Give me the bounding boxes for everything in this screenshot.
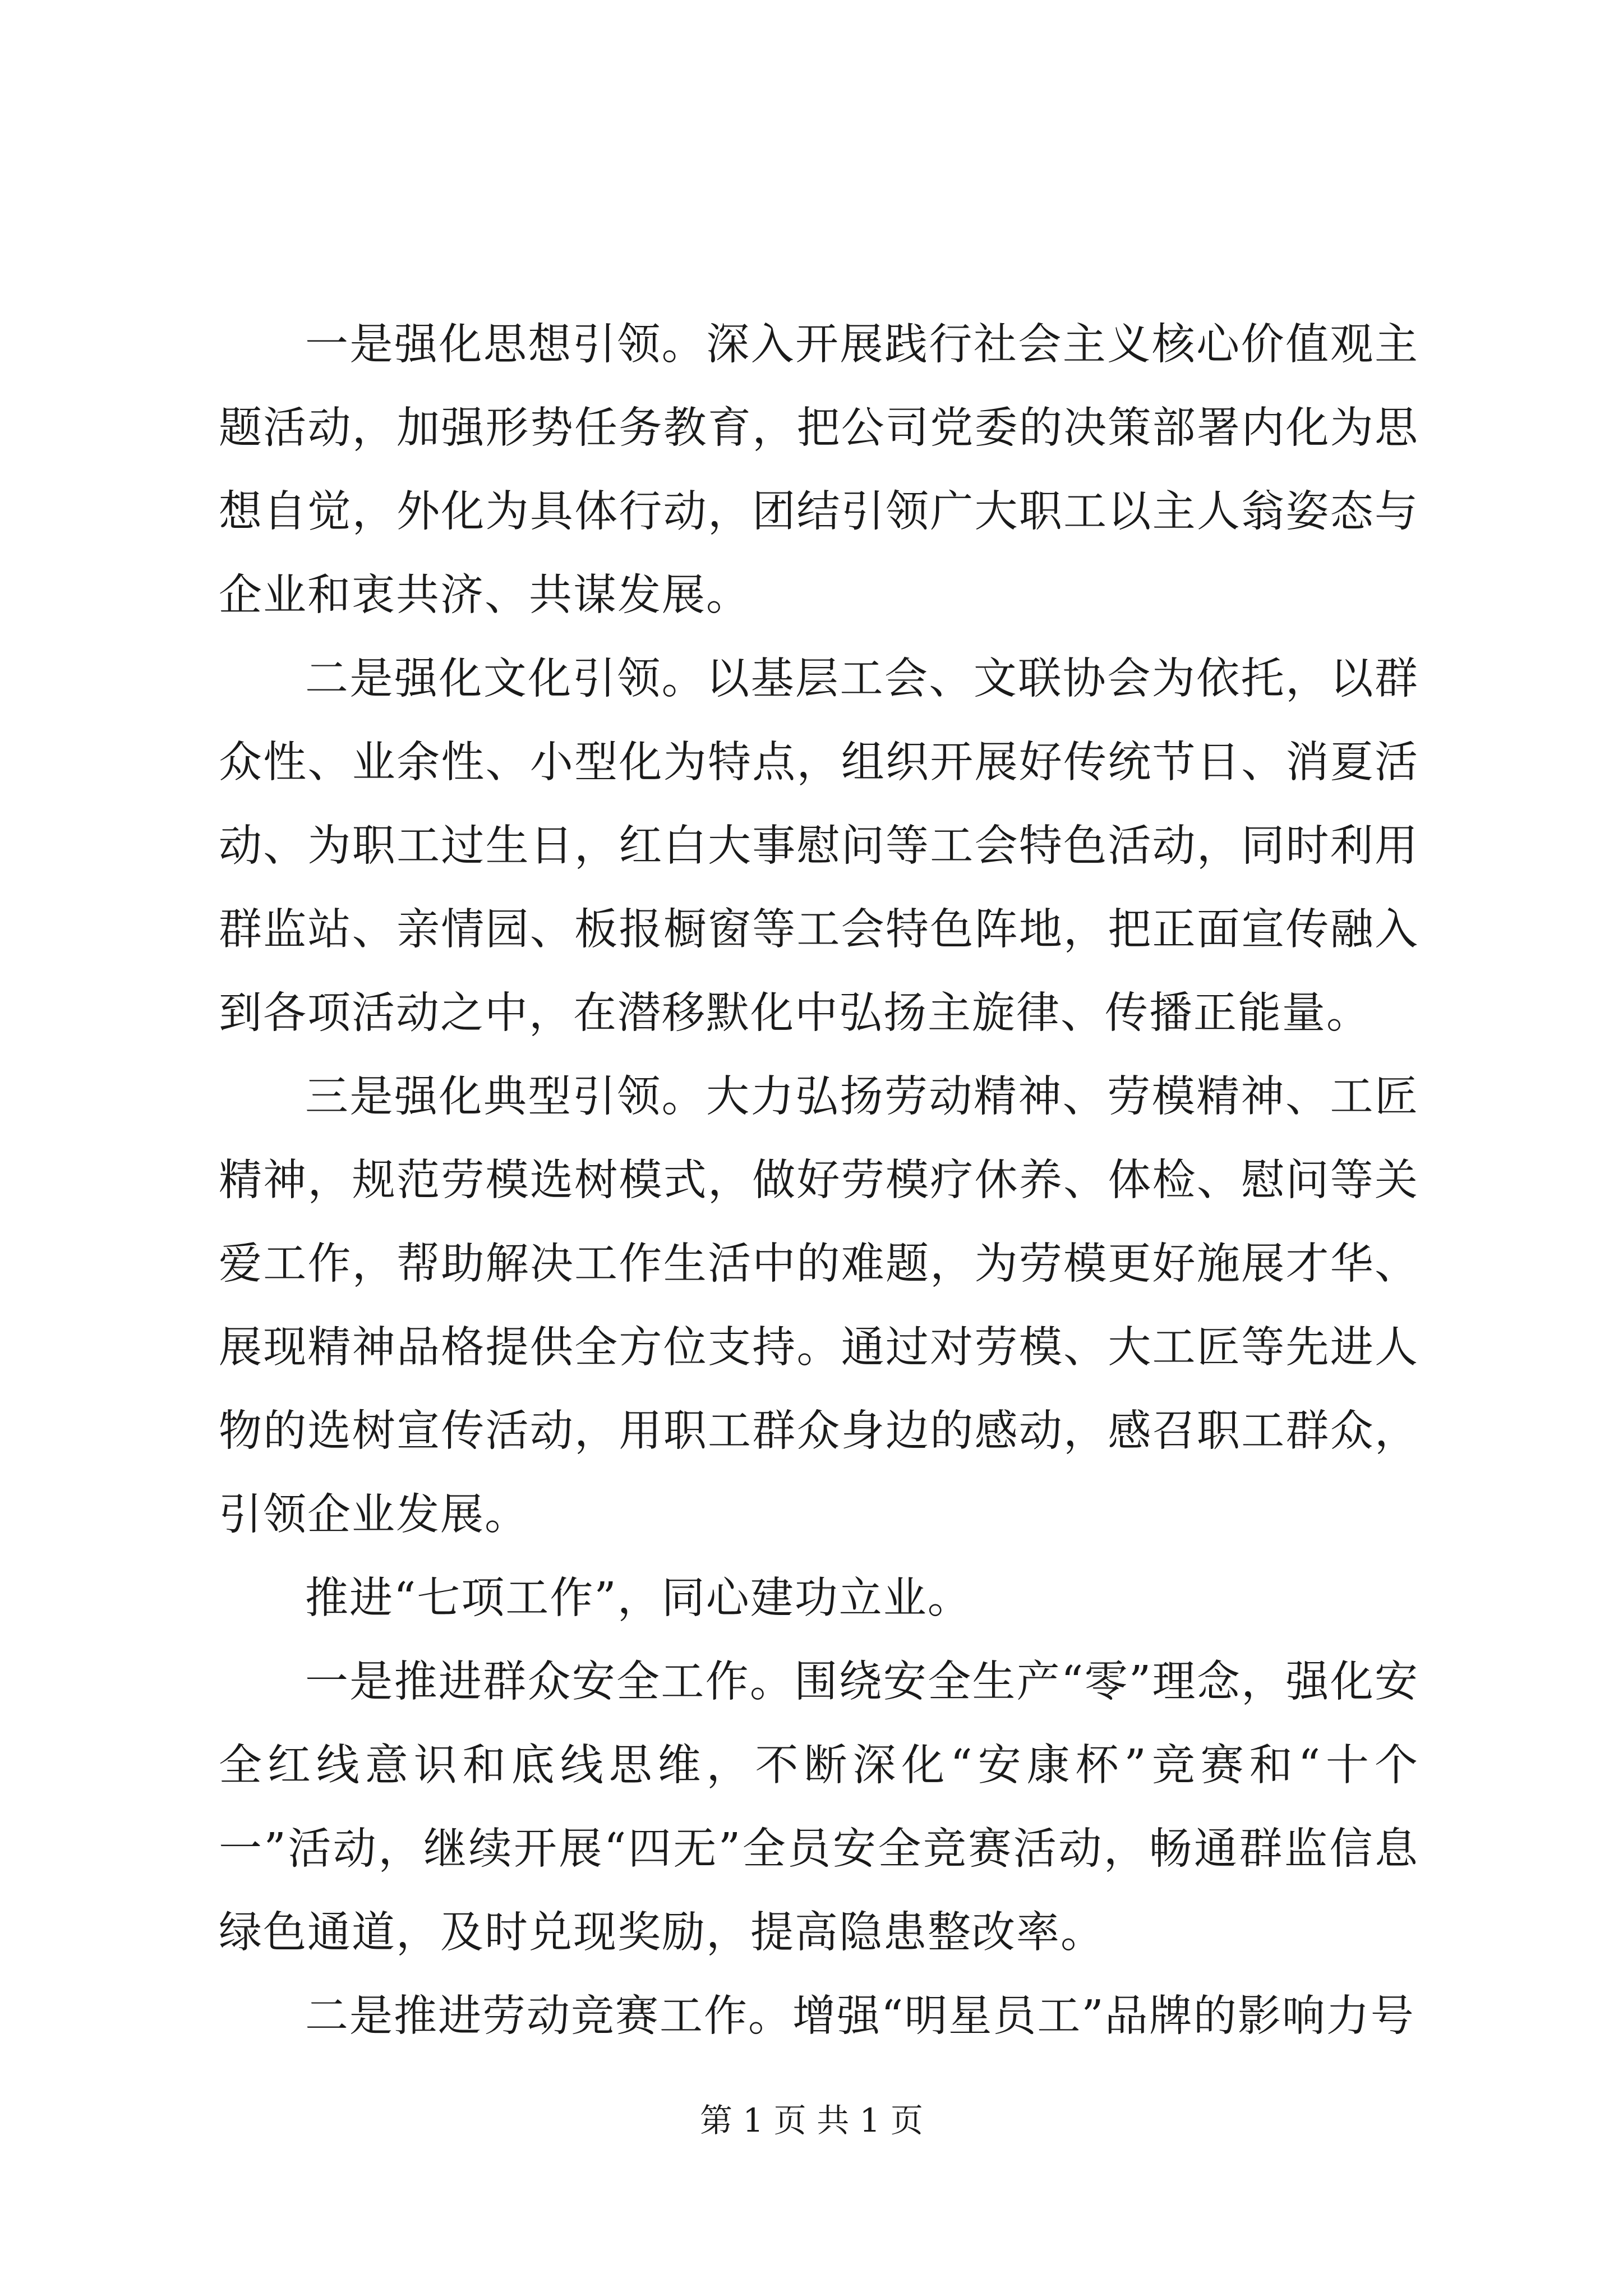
- paragraph-ideological-guidance: 一是强化思想引领。深入开展践行社会主义核心价值观主题活动，加强形势任务教育，把公司党委的决策部署内化为思想自觉，外化为具体行动，团结引领广大职工以主人翁姿态与企业和衷共济、共谋发展。: [219, 320, 1419, 620]
- paragraph-seven-tasks-heading: 推进“七项工作”，同心建功立业。: [305, 1573, 972, 1623]
- paragraph-cultural-guidance: 二是强化文化引领。以基层工会、文联协会为依托，以群众性、业余性、小型化为特点，组织开展好传统节日、消夏活动、为职工过生日，红白大事慰问等工会特色活动，同时利用群监站、亲情园、板报橱窗等工会特色阵地，把正面宣传融入到各项活动之中，在潜移默化中弘扬主旋律、传播正能量。: [219, 654, 1419, 1038]
- paragraph-model-guidance: 三是强化典型引领。大力弘扬劳动精神、劳模精神、工匠精神，规范劳模选树模式，做好劳模疗休养、体检、慰问等关爱工作，帮助解决工作生活中的难题，为劳模更好施展才华、展现精神品格提供全方位支持。通过对劳模、大工匠等先进人物的选树宣传活动，用职工群众身边的感动，感召职工群众，引领企业发展。: [219, 1072, 1419, 1540]
- document-body: [219, 303, 1419, 2058]
- paragraph-labor-competition: 二是推进劳动竞赛工作。增强“明星员工”品牌的影响力号: [305, 1991, 1415, 2041]
- paragraph-safety-work: 一是推进群众安全工作。围绕安全生产“零”理念，强化安全红线意识和底线思维，不断深化“安康杯”竞赛和“十个一”活动，继续开展“四无”全员安全竞赛活动，畅通群监信息绿色通道，及时兑现奖励，提高隐患整改率。: [219, 1657, 1419, 1958]
- page-footer: 第 1 页 共 1 页: [700, 2101, 923, 2139]
